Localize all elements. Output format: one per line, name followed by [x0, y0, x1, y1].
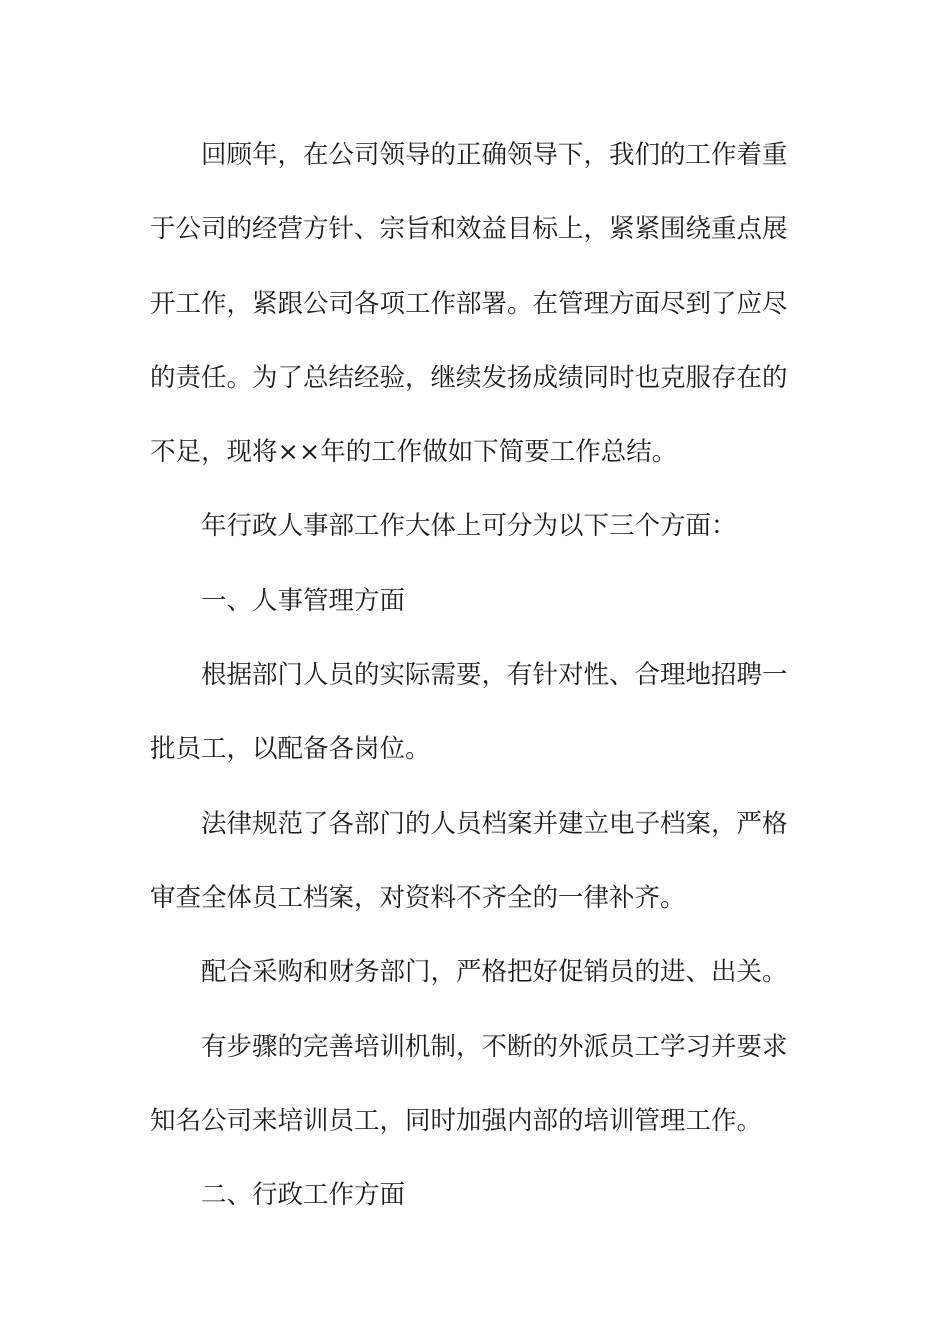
- document-body: [150, 118, 795, 1232]
- paragraph-promoters: [150, 935, 795, 1009]
- text-line: 知名公司来培训员工，同时加强内部的培训管理工作。: [150, 1105, 763, 1136]
- text-line: 开工作，紧跟公司各项工作部署。在管理方面尽到了应尽: [150, 288, 788, 319]
- section-heading-administration: [150, 1158, 795, 1232]
- text-line: 法律规范了各部门的人员档案并建立电子档案，严格: [201, 808, 788, 839]
- text-line: 于公司的经营方针、宗旨和效益目标上，紧紧围绕重点展: [150, 214, 788, 245]
- paragraph-training: [150, 1010, 795, 1159]
- text-line: 回顾年，在公司领导的正确领导下，我们的工作着重: [201, 140, 788, 170]
- text-line: 配合采购和财务部门，严格把好促销员的进、出关。: [201, 957, 788, 988]
- paragraph-archives: [150, 787, 795, 936]
- section-heading: 二、行政工作方面: [201, 1180, 406, 1211]
- paragraph-overview: [150, 489, 795, 563]
- text-line: 的责任。为了总结经验，继续发扬成绩同时也克服存在的: [150, 362, 788, 393]
- section-heading-personnel: [150, 564, 795, 638]
- text-line: 批员工，以配备各岗位。: [150, 734, 431, 765]
- paragraph-review-intro: [150, 118, 795, 489]
- text-line: 不足，现将××年的工作做如下简要工作总结。: [150, 437, 678, 468]
- text-line: 根据部门人员的实际需要，有针对性、合理地招聘一: [201, 660, 788, 691]
- text-line: 年行政人事部工作大体上可分为以下三个方面：: [201, 511, 737, 542]
- section-heading: 一、人事管理方面: [201, 585, 406, 616]
- text-line: 审查全体员工档案，对资料不齐全的一律补齐。: [150, 882, 686, 913]
- paragraph-recruitment: [150, 638, 795, 787]
- text-line: 有步骤的完善培训机制，不断的外派员工学习并要求: [201, 1031, 788, 1062]
